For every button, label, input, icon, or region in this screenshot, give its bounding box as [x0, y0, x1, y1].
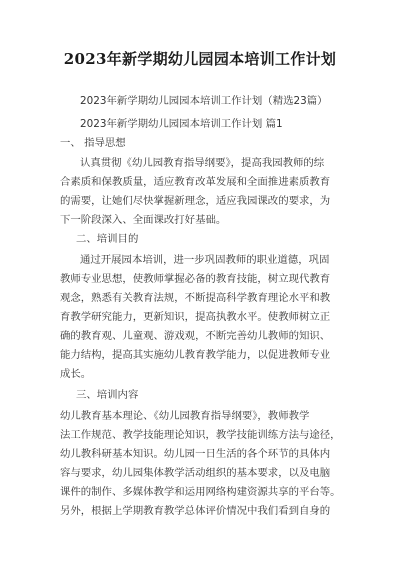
heading-training-purpose: 二、培训目的 — [76, 233, 139, 245]
subtitle-line: 2023年新学期幼儿园园本培训工作计划（精选23篇） — [80, 95, 328, 107]
paragraph-line: 另外，根据上学期教育教学总体评价情况中我们看到自身的 — [60, 505, 331, 517]
paragraph-line: 观念，熟悉有关教育法规，不断提高科学教育理论水平和教 — [60, 292, 331, 304]
paragraph-line: 法工作规范、教学技能理论知识，教学技能训练方法与途径， — [60, 429, 341, 441]
document-title: 2023年新学期幼儿园园本培训工作计划 — [63, 50, 337, 68]
paragraph-line: 课件的制作、多媒体教学和运用网络构建资源共享的平台等。 — [60, 486, 341, 498]
paragraph-line: 幼儿教科研基本知识。幼儿园一日生活的各个环节的具体内 — [60, 448, 331, 460]
paragraph-line: 确的教育观、儿童观、游戏观，不断完善幼儿教师的知识、 — [60, 330, 331, 342]
paragraph-line: 的需要，让她们尽快掌握新理念，适应我园课改的要求，为 — [60, 195, 331, 207]
section-heading-line: 2023年新学期幼儿园园本培训工作计划 篇1 — [80, 118, 283, 130]
paragraph-line: 认真贯彻《幼儿园教育指导纲要》，提高我园教师的综 — [80, 157, 325, 169]
paragraph-line: 成长。 — [60, 368, 92, 380]
paragraph-line: 容与要求，幼儿园集体教学活动组织的基本要求，以及电脑 — [60, 467, 331, 479]
paragraph-line: 幼儿教育基本理论、《幼儿园教育指导纲要》，教师教学 — [60, 410, 310, 422]
paragraph-line: 通过开展园本培训，进一步巩固教师的职业道德，巩固 — [80, 254, 330, 266]
paragraph-line: 教师专业思想，使教师掌握必备的教育技能，树立现代教育 — [60, 273, 331, 285]
heading-training-content: 三、培训内容 — [76, 389, 139, 401]
heading-guiding-ideology: 一、 指导思想 — [60, 137, 126, 149]
paragraph-line: 合素质和保教质量，适应教育改革发展和全面推进素质教育 — [60, 176, 331, 188]
paragraph-line: 下一阶段深入、全面课改打好基础。 — [60, 214, 227, 226]
paragraph-line: 能力结构，提高其实施幼儿教育教学能力，以促进教师专业 — [60, 349, 331, 361]
paragraph-line: 育教学研究能力，更新知识，提高执教水平。使教师树立正 — [60, 311, 331, 323]
